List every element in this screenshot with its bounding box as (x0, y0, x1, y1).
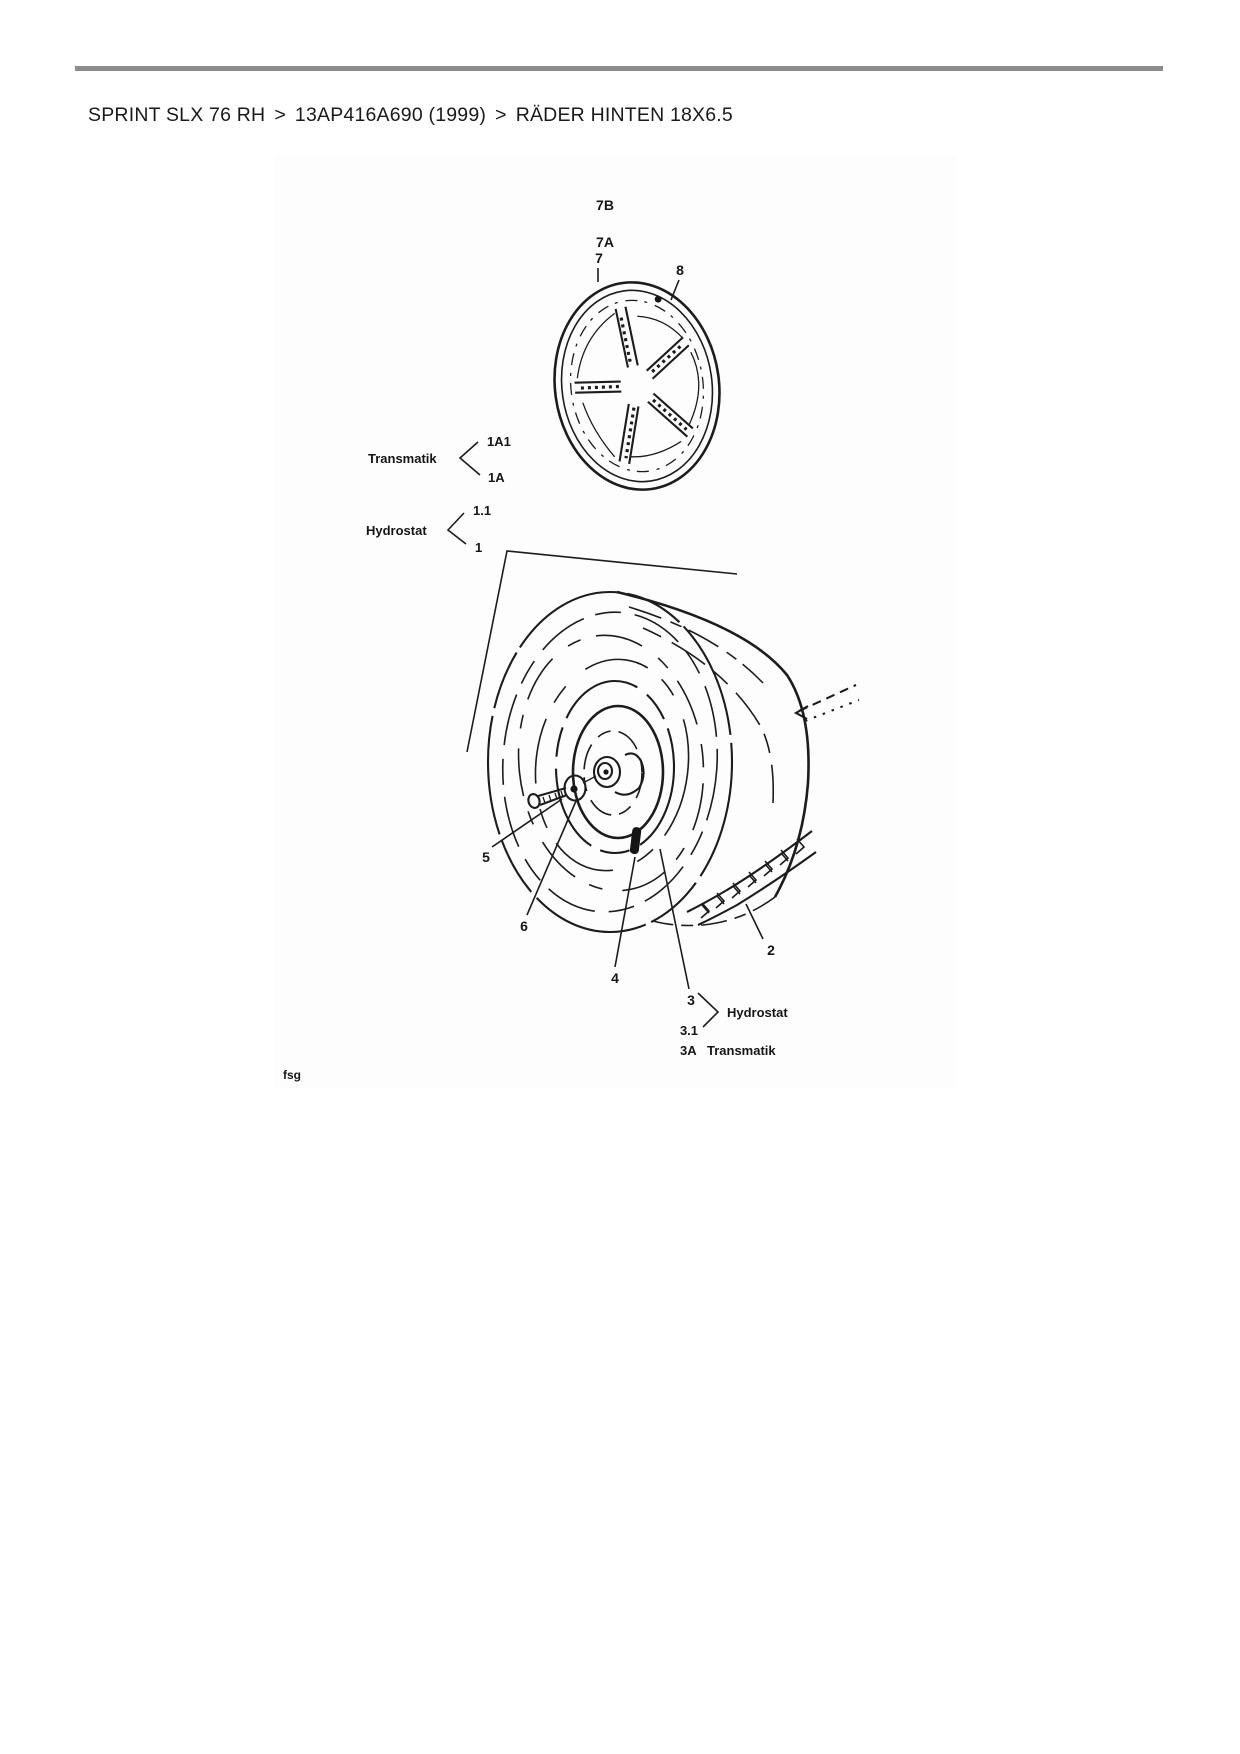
hubcap-spokes (564, 299, 704, 470)
legend-transmatik-bottom-label: Transmatik (707, 1043, 776, 1058)
legend-hydrostat-top (366, 503, 491, 555)
callout-6: 6 (520, 918, 528, 934)
breadcrumb-item-article[interactable]: 13AP416A690 (1999) (294, 104, 487, 126)
callout-1-1: 1.1 (473, 503, 492, 518)
legend-hydrostat-top-bracket (448, 513, 466, 544)
callout-3a: 3A (680, 1043, 697, 1058)
callout-1a1: 1A1 (487, 434, 511, 449)
tire-illustration (488, 592, 859, 932)
hubcap-dish-edge (560, 292, 715, 481)
hub-assembly (583, 753, 644, 794)
washer-hole (570, 785, 577, 792)
callout-5: 5 (482, 849, 490, 865)
callout-2: 2 (767, 942, 775, 958)
legend-transmatik-bottom (680, 1043, 776, 1058)
axle-direction-indicator (796, 685, 859, 721)
callout-7: 7 (595, 250, 603, 266)
hubcap-pockets (569, 303, 708, 464)
top-divider-rule (75, 66, 1163, 71)
legend-hydrostat-bottom (680, 993, 788, 1038)
breadcrumb-item-assembly[interactable]: RÄDER HINTEN 18X6.5 (515, 104, 733, 126)
breadcrumb-item-model[interactable]: SPRINT SLX 76 RH (88, 104, 266, 126)
breadcrumb (88, 104, 733, 127)
rim-dish (573, 706, 663, 838)
callout-8: 8 (676, 262, 684, 278)
legend-transmatik-top-label: Transmatik (368, 451, 437, 466)
callout-3-1: 3.1 (679, 1023, 699, 1038)
hub-center-dot (603, 769, 608, 774)
callout-7a: 7A (596, 234, 614, 250)
callout-3: 3 (687, 992, 695, 1008)
tread-band (653, 831, 816, 926)
legend-hydrostat-bottom-label: Hydrostat (727, 1005, 788, 1020)
parts-diagram-svg (275, 155, 956, 1088)
callout-1: 1 (475, 540, 483, 555)
legend-hydrostat-bottom-bracket (698, 993, 718, 1027)
tire-depth-arc-1 (629, 607, 763, 683)
legend-transmatik-top (368, 434, 511, 485)
tire-sidewall-ring-3 (506, 626, 716, 900)
callout-4: 4 (611, 970, 619, 986)
tread-edge-inner (698, 852, 816, 925)
callout-5-leader (492, 799, 562, 847)
callout-3-leader (660, 849, 689, 989)
rim-inner-ring (584, 731, 642, 815)
callout-7b: 7B (596, 197, 614, 213)
legend-transmatik-top-bracket (460, 442, 480, 475)
hubcap-outer-rim (541, 272, 732, 501)
callout-4-leader (615, 857, 635, 967)
parts-diagram (275, 155, 956, 1088)
tire-sidewall-ring-2 (493, 605, 727, 919)
callout-1a: 1A (488, 470, 505, 485)
tread-edge-outer (687, 831, 812, 912)
hubcap-valve-notch (654, 295, 662, 303)
axle-dash-line-2 (805, 700, 859, 721)
valve-stem (629, 827, 641, 855)
breadcrumb-separator: > (274, 104, 286, 126)
legend-hydrostat-top-label: Hydrostat (366, 523, 427, 538)
tire-sidewall-outer (488, 592, 732, 932)
figure-caption: fsg (283, 1068, 301, 1082)
breadcrumb-separator: > (495, 104, 507, 126)
hubcap-illustration (541, 272, 732, 501)
tread-blocks (701, 839, 804, 918)
